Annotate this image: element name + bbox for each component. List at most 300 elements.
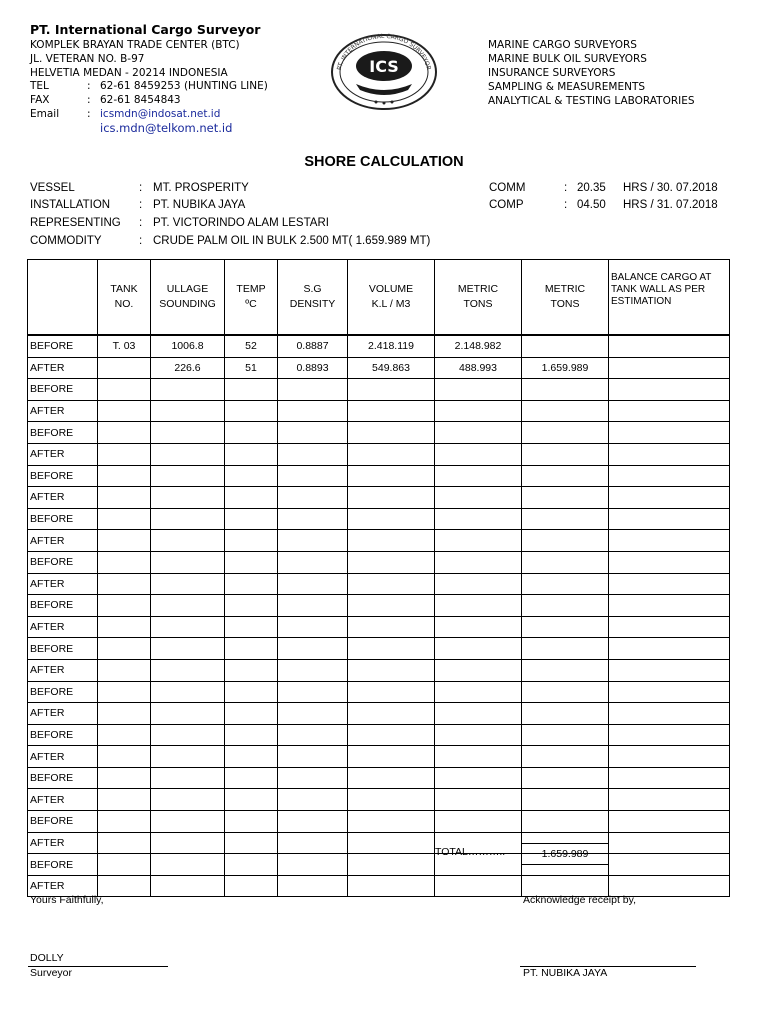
- contact-email: [30, 107, 268, 121]
- table-cell: [98, 357, 151, 379]
- receiver-name: PT. NUBIKA JAYA: [523, 967, 608, 979]
- row-label: BEFORE: [28, 465, 98, 487]
- row-label: AFTER: [28, 573, 98, 595]
- document-title: SHORE CALCULATION: [304, 154, 464, 170]
- table-cell: [348, 379, 435, 401]
- table-cell: [522, 335, 609, 357]
- info-label: COMP: [489, 199, 524, 211]
- table-cell: [278, 854, 348, 876]
- table-cell: 226.6: [151, 357, 225, 379]
- table-cell: [225, 703, 278, 725]
- table-cell: [435, 767, 522, 789]
- table-cell: [435, 616, 522, 638]
- table-cell: [151, 487, 225, 509]
- table-cell: [609, 551, 730, 573]
- table-cell: [348, 681, 435, 703]
- table-cell: [435, 551, 522, 573]
- table-cell: [522, 811, 609, 833]
- table-cell: [609, 789, 730, 811]
- table-cell: [278, 746, 348, 768]
- table-cell: [225, 832, 278, 854]
- row-label: AFTER: [28, 789, 98, 811]
- table-cell: [435, 400, 522, 422]
- header-cell: TEMP ºC: [225, 260, 278, 336]
- table-cell: [522, 400, 609, 422]
- table-cell: [348, 724, 435, 746]
- colon: :: [87, 80, 91, 92]
- table-cell: [278, 487, 348, 509]
- address-line: JL. VETERAN NO. B-97: [30, 53, 145, 65]
- info-label: REPRESENTING: [30, 217, 121, 229]
- table-cell: [522, 724, 609, 746]
- table-cell: [151, 681, 225, 703]
- table-cell: [522, 379, 609, 401]
- table-cell: [151, 443, 225, 465]
- table-cell: [225, 465, 278, 487]
- table-cell: [348, 638, 435, 660]
- table-cell: [278, 659, 348, 681]
- table-cell: [435, 875, 522, 897]
- company-name: PT. International Cargo Surveyor: [30, 22, 261, 37]
- row-label: BEFORE: [28, 595, 98, 617]
- colon: :: [564, 199, 568, 211]
- table-cell: [522, 789, 609, 811]
- colon: :: [87, 108, 91, 120]
- table-cell: [609, 422, 730, 444]
- table-cell: 52: [225, 335, 278, 357]
- table-cell: [278, 595, 348, 617]
- row-label: BEFORE: [28, 681, 98, 703]
- table-row: [28, 681, 730, 703]
- table-cell: [609, 681, 730, 703]
- table-cell: [151, 595, 225, 617]
- table-cell: [98, 875, 151, 897]
- email-link[interactable]: ics.mdn@telkom.net.id: [100, 121, 233, 135]
- table-cell: [225, 595, 278, 617]
- contact-tel: [30, 79, 268, 93]
- table-cell: [151, 703, 225, 725]
- table-cell: [348, 530, 435, 552]
- table-cell: [225, 767, 278, 789]
- table-cell: [151, 379, 225, 401]
- table-row: [28, 616, 730, 638]
- table-cell: [609, 724, 730, 746]
- time-value: 04.50: [577, 199, 606, 211]
- right-signature-heading: Acknowledge receipt by,: [523, 894, 637, 906]
- table-cell: [609, 616, 730, 638]
- date-value: HRS / 30. 07.2018: [623, 182, 718, 194]
- logo-arc-text: PT. INTERNATIONAL CARGO SURVEYOR: [335, 32, 433, 71]
- contact-email-2: [30, 121, 268, 135]
- table-cell: [609, 443, 730, 465]
- table-cell: [98, 465, 151, 487]
- header-cell: [28, 260, 98, 336]
- table-cell: [435, 508, 522, 530]
- table-cell: [522, 508, 609, 530]
- row-label: AFTER: [28, 357, 98, 379]
- table-cell: [609, 832, 730, 854]
- row-label: BEFORE: [28, 638, 98, 660]
- table-cell: [151, 465, 225, 487]
- table-cell: [348, 875, 435, 897]
- table-cell: [348, 422, 435, 444]
- table-row: [28, 703, 730, 725]
- table-cell: [348, 400, 435, 422]
- table-cell: [609, 357, 730, 379]
- table-cell: [435, 422, 522, 444]
- table-cell: [522, 551, 609, 573]
- table-cell: [151, 530, 225, 552]
- table-cell: [225, 854, 278, 876]
- row-label: AFTER: [28, 616, 98, 638]
- table-cell: [98, 530, 151, 552]
- table-cell: [225, 487, 278, 509]
- total-label: TOTAL………..: [435, 846, 506, 858]
- service-item: MARINE CARGO SURVEYORS: [488, 39, 637, 51]
- surveyor-title: Surveyor: [30, 967, 73, 979]
- table-cell: [98, 400, 151, 422]
- shore-calculation-table: [27, 259, 730, 897]
- header-cell: TANK NO.: [98, 260, 151, 336]
- colon: :: [139, 199, 143, 211]
- table-cell: [609, 659, 730, 681]
- table-cell: [278, 638, 348, 660]
- email-link[interactable]: icsmdn@indosat.net.id: [100, 108, 221, 120]
- table-cell: [151, 875, 225, 897]
- table-row: [28, 811, 730, 833]
- table-cell: [98, 551, 151, 573]
- table-cell: [225, 551, 278, 573]
- row-label: BEFORE: [28, 724, 98, 746]
- header-cell: VOLUME K.L / M3: [348, 260, 435, 336]
- table-cell: [225, 616, 278, 638]
- surveyor-name: DOLLY: [30, 952, 64, 964]
- table-cell: [348, 595, 435, 617]
- table-cell: [151, 811, 225, 833]
- table-cell: 2.148.982: [435, 335, 522, 357]
- table-cell: [609, 573, 730, 595]
- table-cell: [348, 746, 435, 768]
- table-row: [28, 487, 730, 509]
- row-label: BEFORE: [28, 508, 98, 530]
- row-label: BEFORE: [28, 551, 98, 573]
- left-signature-heading: Yours Faithfully,: [30, 894, 104, 906]
- table-cell: [522, 487, 609, 509]
- info-value: PT. NUBIKA JAYA: [153, 199, 246, 211]
- contact-label: TEL: [30, 80, 49, 92]
- table-cell: [609, 465, 730, 487]
- table-cell: [278, 767, 348, 789]
- logo-text: ICS: [369, 57, 399, 76]
- row-label: AFTER: [28, 400, 98, 422]
- table-cell: [435, 379, 522, 401]
- table-cell: [435, 703, 522, 725]
- service-item: SAMPLING & MEASUREMENTS: [488, 81, 646, 93]
- table-cell: [278, 400, 348, 422]
- info-value: MT. PROSPERITY: [153, 182, 249, 194]
- table-cell: [435, 681, 522, 703]
- table-cell: [98, 832, 151, 854]
- table-cell: [151, 724, 225, 746]
- table-cell: [98, 681, 151, 703]
- table-cell: 2.418.119: [348, 335, 435, 357]
- table-cell: [348, 487, 435, 509]
- table-cell: 549.863: [348, 357, 435, 379]
- header-cell: BALANCE CARGO AT TANK WALL AS PER ESTIMATION: [609, 260, 730, 336]
- table-cell: [522, 422, 609, 444]
- table-row: [28, 335, 730, 357]
- table-row: [28, 422, 730, 444]
- table-cell: [151, 400, 225, 422]
- table-cell: [522, 638, 609, 660]
- table-row: [28, 746, 730, 768]
- header-cell: S.G DENSITY: [278, 260, 348, 336]
- table-cell: [98, 659, 151, 681]
- table-cell: [278, 724, 348, 746]
- time-value: 20.35: [577, 182, 606, 194]
- table-cell: [98, 811, 151, 833]
- table-cell: [435, 573, 522, 595]
- table-cell: [278, 551, 348, 573]
- table-cell: [435, 530, 522, 552]
- table-row: [28, 659, 730, 681]
- contact-fax: [30, 93, 268, 107]
- table-cell: [435, 746, 522, 768]
- table-cell: [348, 443, 435, 465]
- table-cell: [98, 443, 151, 465]
- table-cell: [522, 681, 609, 703]
- table-cell: [98, 767, 151, 789]
- table-row: [28, 551, 730, 573]
- table-cell: [98, 616, 151, 638]
- table-cell: [348, 789, 435, 811]
- table-cell: [278, 789, 348, 811]
- table-cell: 1.659.989: [522, 357, 609, 379]
- row-label: AFTER: [28, 746, 98, 768]
- row-label: BEFORE: [28, 854, 98, 876]
- table-row: [28, 379, 730, 401]
- table-cell: [151, 832, 225, 854]
- contact-value: 62-61 8459253 (HUNTING LINE): [100, 80, 268, 92]
- table-cell: [278, 573, 348, 595]
- table-cell: [98, 789, 151, 811]
- table-cell: [348, 573, 435, 595]
- table-cell: [435, 659, 522, 681]
- info-label: COMMODITY: [30, 235, 102, 247]
- table-cell: [522, 443, 609, 465]
- table-row: [28, 854, 730, 876]
- table-cell: [225, 573, 278, 595]
- table-cell: [98, 487, 151, 509]
- table-cell: [522, 530, 609, 552]
- table-cell: T. 03: [98, 335, 151, 357]
- table-cell: [435, 443, 522, 465]
- row-label: BEFORE: [28, 422, 98, 444]
- row-label: AFTER: [28, 659, 98, 681]
- table-cell: [435, 724, 522, 746]
- table-cell: [225, 681, 278, 703]
- table-cell: [348, 616, 435, 638]
- table-cell: [435, 487, 522, 509]
- table-cell: [348, 767, 435, 789]
- company-address: [30, 38, 240, 80]
- info-label: INSTALLATION: [30, 199, 111, 211]
- table-row: [28, 573, 730, 595]
- company-contacts: [30, 79, 268, 135]
- table-cell: [225, 746, 278, 768]
- table-cell: [278, 443, 348, 465]
- table-cell: [348, 508, 435, 530]
- table-cell: 0.8887: [278, 335, 348, 357]
- info-label: COMM: [489, 182, 526, 194]
- table-cell: [98, 422, 151, 444]
- table-cell: [609, 379, 730, 401]
- table-cell: 488.993: [435, 357, 522, 379]
- table-cell: [435, 595, 522, 617]
- table-cell: [522, 465, 609, 487]
- table-cell: [98, 573, 151, 595]
- table-cell: [609, 854, 730, 876]
- table-cell: [609, 595, 730, 617]
- table-row: [28, 767, 730, 789]
- table-cell: [98, 724, 151, 746]
- row-label: AFTER: [28, 875, 98, 897]
- header-cell: ULLAGE SOUNDING: [151, 260, 225, 336]
- address-line: HELVETIA MEDAN - 20214 INDONESIA: [30, 67, 228, 79]
- table-cell: [225, 379, 278, 401]
- table-cell: [225, 530, 278, 552]
- table-cell: [348, 659, 435, 681]
- table-cell: [609, 335, 730, 357]
- table-cell: [278, 422, 348, 444]
- row-label: BEFORE: [28, 379, 98, 401]
- table-cell: [522, 659, 609, 681]
- table-row: [28, 789, 730, 811]
- table-row: [28, 638, 730, 660]
- table-cell: [225, 400, 278, 422]
- table-cell: [225, 789, 278, 811]
- table-cell: [225, 508, 278, 530]
- table-row: [28, 595, 730, 617]
- date-value: HRS / 31. 07.2018: [623, 199, 718, 211]
- service-item: MARINE BULK OIL SURVEYORS: [488, 53, 647, 65]
- table-cell: [435, 789, 522, 811]
- table-cell: [609, 638, 730, 660]
- colon: :: [564, 182, 568, 194]
- service-item: ANALYTICAL & TESTING LABORATORIES: [488, 95, 695, 107]
- table-cell: [151, 854, 225, 876]
- table-cell: [278, 681, 348, 703]
- info-value: CRUDE PALM OIL IN BULK 2.500 MT( 1.659.989 MT): [153, 235, 431, 247]
- table-row: [28, 400, 730, 422]
- row-label: AFTER: [28, 703, 98, 725]
- table-cell: [522, 703, 609, 725]
- table-cell: [609, 811, 730, 833]
- table-cell: [98, 638, 151, 660]
- table-row: [28, 832, 730, 854]
- table-cell: [522, 573, 609, 595]
- table-cell: [278, 875, 348, 897]
- info-value: PT. VICTORINDO ALAM LESTARI: [153, 217, 329, 229]
- colon: :: [139, 182, 143, 194]
- total-value: 1.659.989: [521, 843, 609, 865]
- table-cell: [225, 443, 278, 465]
- colon: :: [139, 217, 143, 229]
- table-cell: [278, 379, 348, 401]
- table-cell: [151, 508, 225, 530]
- contact-label: FAX: [30, 94, 50, 106]
- table-cell: [609, 767, 730, 789]
- company-logo-icon: [322, 24, 446, 110]
- table-cell: [522, 595, 609, 617]
- table-row: [28, 530, 730, 552]
- table-cell: [278, 811, 348, 833]
- table-cell: [151, 638, 225, 660]
- table-row: [28, 508, 730, 530]
- table-cell: [522, 616, 609, 638]
- row-label: AFTER: [28, 443, 98, 465]
- table-cell: [98, 379, 151, 401]
- table-cell: [151, 551, 225, 573]
- row-label: AFTER: [28, 487, 98, 509]
- table-cell: [278, 616, 348, 638]
- table-cell: [225, 811, 278, 833]
- row-label: AFTER: [28, 530, 98, 552]
- colon: :: [139, 235, 143, 247]
- table-cell: [151, 789, 225, 811]
- table-row: [28, 724, 730, 746]
- table-cell: [98, 703, 151, 725]
- table-cell: [609, 703, 730, 725]
- table-cell: [278, 832, 348, 854]
- table-cell: [151, 767, 225, 789]
- table-cell: 0.8893: [278, 357, 348, 379]
- table-cell: [609, 746, 730, 768]
- service-item: INSURANCE SURVEYORS: [488, 67, 616, 79]
- table-row: [28, 465, 730, 487]
- header-cell: METRIC TONS: [435, 260, 522, 336]
- table-cell: [278, 703, 348, 725]
- info-label: VESSEL: [30, 182, 75, 194]
- header-cell: METRIC TONS: [522, 260, 609, 336]
- table-cell: [435, 465, 522, 487]
- table-cell: [151, 422, 225, 444]
- table-cell: [278, 465, 348, 487]
- table-cell: [522, 767, 609, 789]
- table-cell: [225, 724, 278, 746]
- table-cell: [348, 551, 435, 573]
- row-label: AFTER: [28, 832, 98, 854]
- table-cell: [225, 659, 278, 681]
- table-cell: [225, 422, 278, 444]
- table-cell: [609, 508, 730, 530]
- table-cell: [151, 659, 225, 681]
- address-line: KOMPLEK BRAYAN TRADE CENTER (BTC): [30, 39, 240, 51]
- table-cell: [98, 595, 151, 617]
- table-cell: [435, 638, 522, 660]
- table-cell: [278, 508, 348, 530]
- table-cell: [522, 746, 609, 768]
- table-cell: [348, 854, 435, 876]
- table-row: [28, 443, 730, 465]
- table-cell: [609, 400, 730, 422]
- table-cell: [348, 703, 435, 725]
- table-cell: [98, 746, 151, 768]
- contact-label: Email: [30, 108, 60, 120]
- table-cell: 51: [225, 357, 278, 379]
- table-cell: 1006.8: [151, 335, 225, 357]
- contact-value: 62-61 8454843: [100, 94, 181, 106]
